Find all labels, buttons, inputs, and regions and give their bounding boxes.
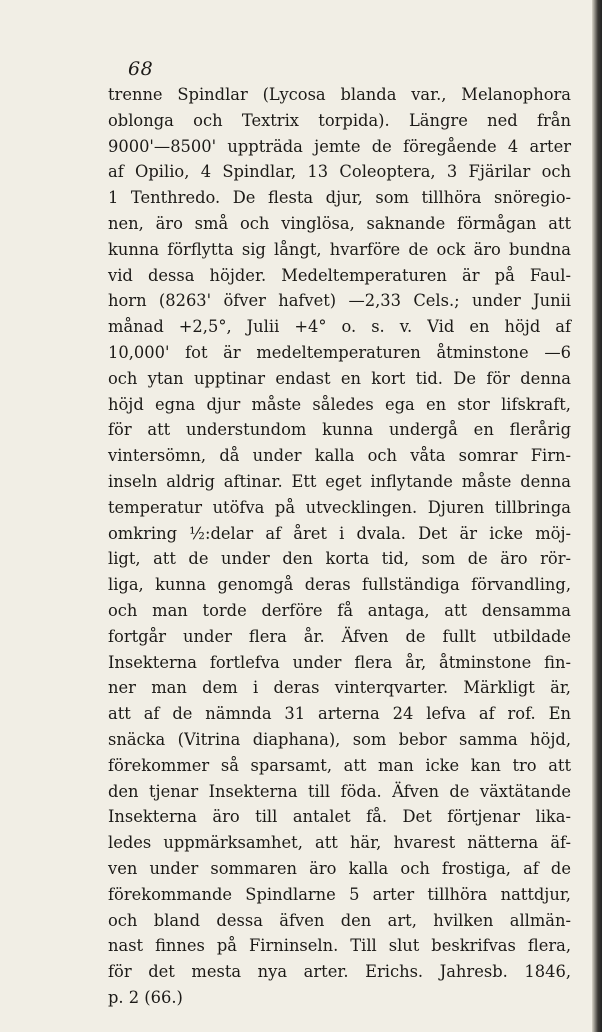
- text-line: omkring ½:delar af året i dvala. Det är icke möj-: [108, 523, 571, 543]
- text-line: fortgår under flera år. Äfven de fullt utbildade: [108, 626, 571, 646]
- text-line: höjd egna djur måste således ega en stor lifskraft,: [108, 394, 571, 414]
- text-line: 1 Tenthredo. De flesta djur, som tillhöra snöregio-: [108, 188, 571, 208]
- page-edge-shadow: [592, 0, 602, 1032]
- text-line: ven under sommaren äro kalla och frostiga, af de: [108, 858, 571, 878]
- text-line: ner man dem i deras vinterqvarter. Märkligt är,: [108, 678, 571, 698]
- text-line: förekommer så sparsamt, att man icke kan tro att: [108, 755, 571, 775]
- text-line: af Opilio, 4 Spindlar, 13 Coleoptera, 3 Fjärilar och: [108, 162, 571, 182]
- text-line: Insekterna äro till antalet få. Det förtjenar lika-: [108, 807, 571, 827]
- text-line: snäcka (Vitrina diaphana), som bebor samma höjd,: [108, 729, 571, 749]
- text-line: trenne Spindlar (Lycosa blanda var., Melanophora: [108, 85, 571, 104]
- body-text: [108, 82, 571, 1011]
- text-line: för det mesta nya arter. Erichs. Jahresb. 1846,: [108, 962, 571, 982]
- text-line: och bland dessa äfven den art, hvilken allmän-: [108, 910, 571, 930]
- text-line: ledes uppmärksamhet, att här, hvarest nätterna äf-: [108, 833, 571, 853]
- text-line: Insekterna fortlefva under flera år, åtminstone fin-: [108, 652, 571, 672]
- text-line: för att understundom kunna undergå en flerårig: [108, 420, 571, 440]
- text-line: ligt, att de under den korta tid, som de äro rör-: [108, 549, 571, 569]
- text-line: inseln aldrig aftinar. Ett eget inflytande måste denna: [108, 471, 571, 491]
- text-line: nast finnes på Firninseln. Till slut beskrifvas flera,: [108, 936, 571, 956]
- text-line: temperatur utöfva på utvecklingen. Djuren tillbringa: [108, 497, 571, 517]
- text-line: 9000'—8500' uppträda jemte de föregående 4 arter: [108, 136, 571, 156]
- text-line: den tjenar Insekterna till föda. Äfven de växtätande: [108, 781, 571, 801]
- text-line: horn (8263' öfver hafvet) —2,33 Cels.; under Junii: [108, 291, 571, 311]
- text-line: att af de nämnda 31 arterna 24 lefva af rof. En: [108, 704, 571, 724]
- text-line: förekommande Spindlarne 5 arter tillhöra nattdjur,: [108, 884, 571, 904]
- text-line: nen, äro små och vinglösa, saknande förmågan att: [108, 213, 571, 233]
- text-line: och ytan upptinar endast en kort tid. De för denna: [108, 368, 571, 388]
- page-number: 68: [128, 58, 154, 80]
- text-line: vintersömn, då under kalla och våta somrar Firn-: [108, 446, 571, 466]
- text-line: liga, kunna genomgå deras fullständiga förvandling,: [108, 575, 571, 595]
- text-line: vid dessa höjder. Medeltemperaturen är på Faul-: [108, 265, 571, 285]
- text-line: p. 2 (66.): [108, 987, 183, 1007]
- text-line: oblonga och Textrix torpida). Längre ned från: [108, 110, 571, 130]
- text-line: månad +2,5°, Julii +4° o. s. v. Vid en höjd af: [108, 317, 571, 337]
- text-line: 10,000' fot är medeltemperaturen åtminstone —6: [108, 342, 571, 362]
- text-line: och man torde derföre få antaga, att densamma: [108, 600, 571, 620]
- text-line: kunna förflytta sig långt, hvarföre de ock äro bundna: [108, 239, 571, 259]
